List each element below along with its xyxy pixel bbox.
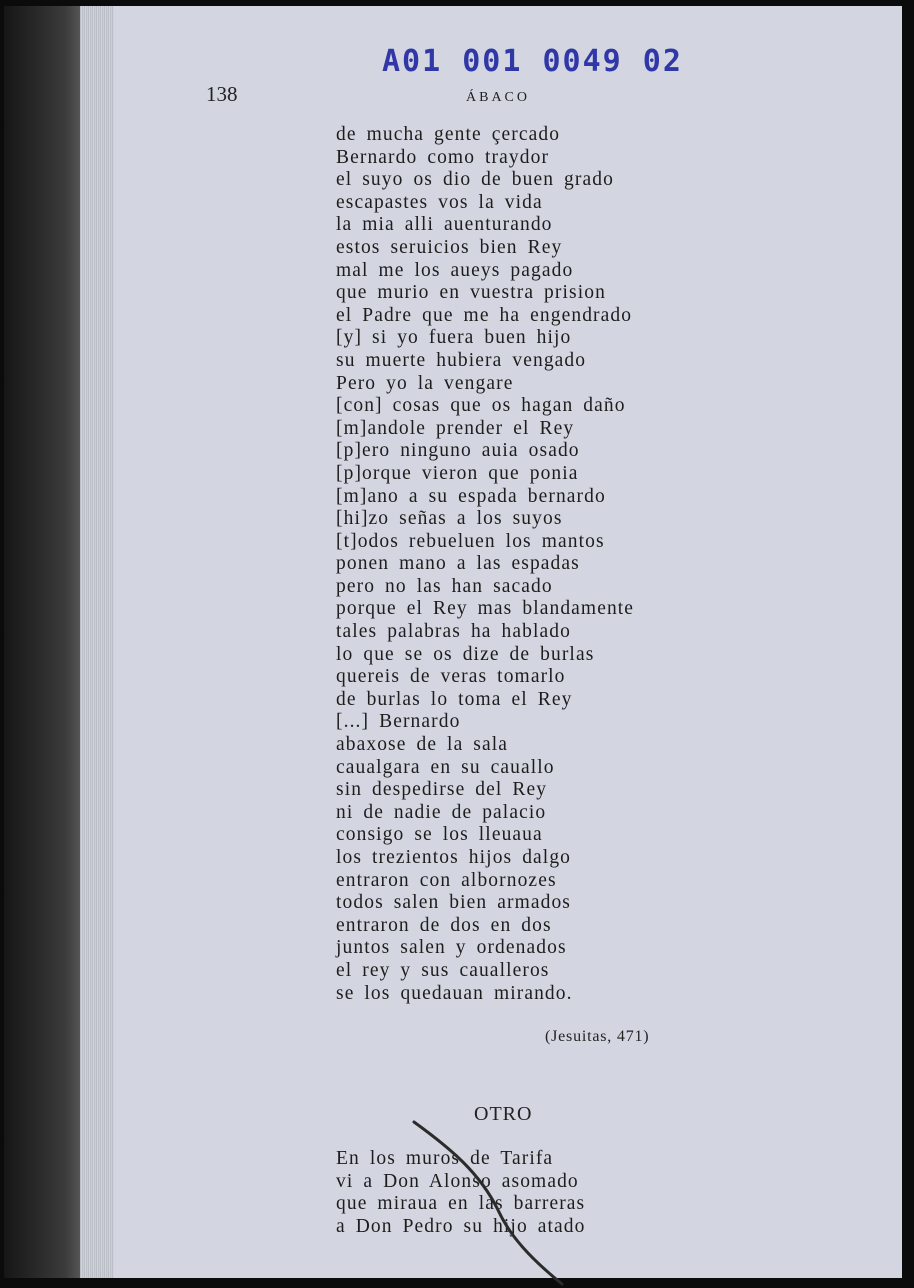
verse-line: entraron con albornozes: [336, 869, 557, 891]
verse-line: el suyo os dio de buen grado: [336, 169, 614, 191]
verse-line: se los quedauan mirando.: [336, 982, 573, 1004]
citation: (Jesuitas, 471): [545, 1028, 650, 1045]
verse-line: que murio en vuestra prision: [336, 282, 606, 304]
verse-line: Bernardo como traydor: [336, 146, 550, 168]
verse-line: todos salen bien armados: [336, 892, 571, 914]
verse-line: ni de nadie de palacio: [336, 801, 547, 823]
page-number: 138: [206, 82, 238, 106]
verse-line: [p]orque vieron que ponia: [336, 462, 579, 484]
verse-line: [t]odos rebueluen los mantos: [336, 530, 605, 552]
page-edges: [80, 6, 114, 1278]
verse-line: En los muros de Tarifa: [336, 1148, 554, 1169]
verse-line: [y] si yo fuera buen hijo: [336, 327, 572, 349]
verse-line: tales palabras ha hablado: [336, 621, 571, 643]
verse-line: vi a Don Alonso asomado: [336, 1170, 579, 1192]
running-head: ÁBACO: [466, 90, 531, 105]
verse-line: [m]andole prender el Rey: [336, 417, 575, 439]
verse-line: de burlas lo toma el Rey: [336, 688, 573, 710]
verse-line: escapastes vos la vida: [336, 191, 543, 213]
verse-line: ponen mano a las espadas: [336, 553, 580, 575]
verse-line: consigo se los lleuaua: [336, 824, 543, 846]
verse-line: estos seruicios bien Rey: [336, 236, 563, 258]
verse-line: [m]ano a su espada bernardo: [336, 485, 606, 507]
verse-line: la mia alli auenturando: [336, 214, 553, 236]
verse-line: caualgara en su cauallo: [336, 756, 555, 778]
verse-line: el Padre que me ha engendrado: [336, 304, 633, 326]
verse-line: el rey y sus caualleros: [336, 959, 550, 981]
section-heading: OTRO: [474, 1103, 533, 1125]
verse-line: a Don Pedro su hijo atado: [336, 1215, 586, 1237]
verse-line: que miraua en las barreras: [336, 1193, 586, 1215]
verse-line: mal me los aueys pagado: [336, 259, 574, 281]
verse-line: los trezientos hijos dalgo: [336, 847, 572, 868]
verse-line: pero no las han sacado: [336, 575, 553, 597]
poem-verses: [336, 124, 634, 1005]
verse-line: juntos salen y ordenados: [336, 937, 567, 959]
verse-line: entraron de dos en dos: [336, 914, 552, 936]
pen-mark: [410, 1118, 570, 1288]
verse-line: su muerte hubiera vengado: [336, 349, 587, 371]
verse-line: porque el Rey mas blandamente: [336, 598, 635, 620]
verse-line: Pero yo la vengare: [336, 372, 514, 394]
archive-stamp: A01 001 0049 02: [382, 44, 683, 79]
verse-line: [p]ero ninguno auia osado: [336, 440, 580, 462]
verse-line: sin despedirse del Rey: [336, 779, 548, 801]
verse-line: abaxose de la sala: [336, 734, 509, 756]
verse-line: quereis de veras tomarlo: [336, 666, 566, 688]
verse-line: lo que se os dize de burlas: [336, 643, 595, 665]
verse-line: de mucha gente çercado: [336, 124, 561, 145]
verse-line: [hi]zo señas a los suyos: [336, 508, 563, 530]
verse-line: [...] Bernardo: [336, 711, 461, 733]
book-spine-shadow: [4, 6, 80, 1278]
verse-line: [con] cosas que os hagan daño: [336, 395, 626, 417]
